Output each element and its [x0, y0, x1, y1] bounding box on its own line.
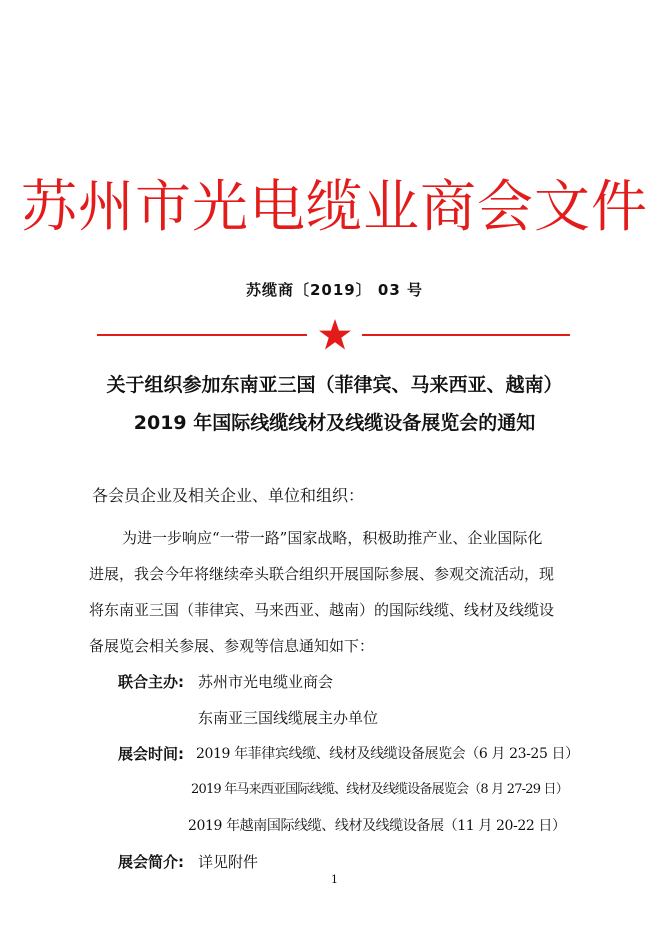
red-star-icon	[318, 318, 352, 352]
document-number: 苏缆商〔2019〕 03 号	[245, 281, 424, 299]
paragraph-line: 为进一步响应“一带一路”国家战略，积极助推产业、企业国际化	[122, 529, 543, 547]
notice-title-line-1: 关于组织参加东南亚三国（菲律宾、马来西亚、越南）	[106, 374, 563, 396]
org-header-title: 苏州市光电缆业商会文件	[21, 175, 648, 240]
paragraph-line: 备展览会相关参展、参观等信息通知如下：	[89, 637, 375, 655]
notice-title-line-2: 2019 年国际线缆线材及线缆设备展览会的通知	[133, 412, 536, 434]
paragraph-line: 进展，我会今年将继续牵头联合组织开展国际参展、参观交流活动，现	[89, 565, 555, 583]
intro-value: 详见附件	[198, 853, 259, 871]
paragraph-line: 将东南亚三国（菲律宾、马来西亚、越南）的国际线缆、线材及线缆设	[89, 601, 555, 619]
header-rule-right	[362, 334, 570, 336]
dates-label: 展会时间:	[118, 745, 184, 763]
exhibition-date-item: 2019 年菲律宾线缆、线材及线缆设备展览会（6 月 23-25 日）	[196, 746, 579, 762]
exhibition-date-item: 2019 年越南国际线缆、线材及线缆设备展（11 月 20-22 日）	[188, 818, 566, 834]
page-number: 1	[331, 873, 338, 886]
organizer-item: 苏州市光电缆业商会	[198, 673, 334, 691]
organizer-item: 东南亚三国线缆展主办单位	[198, 709, 379, 727]
header-rule-left	[97, 334, 307, 336]
intro-label: 展会简介:	[118, 853, 184, 871]
exhibition-date-item: 2019 年马来西亚国际线缆、线材及线缆设备展览会（8 月 27-29 日）	[191, 782, 568, 797]
organizers-label: 联合主办:	[118, 673, 184, 691]
salutation: 各会员企业及相关企业、单位和组织：	[92, 486, 365, 505]
